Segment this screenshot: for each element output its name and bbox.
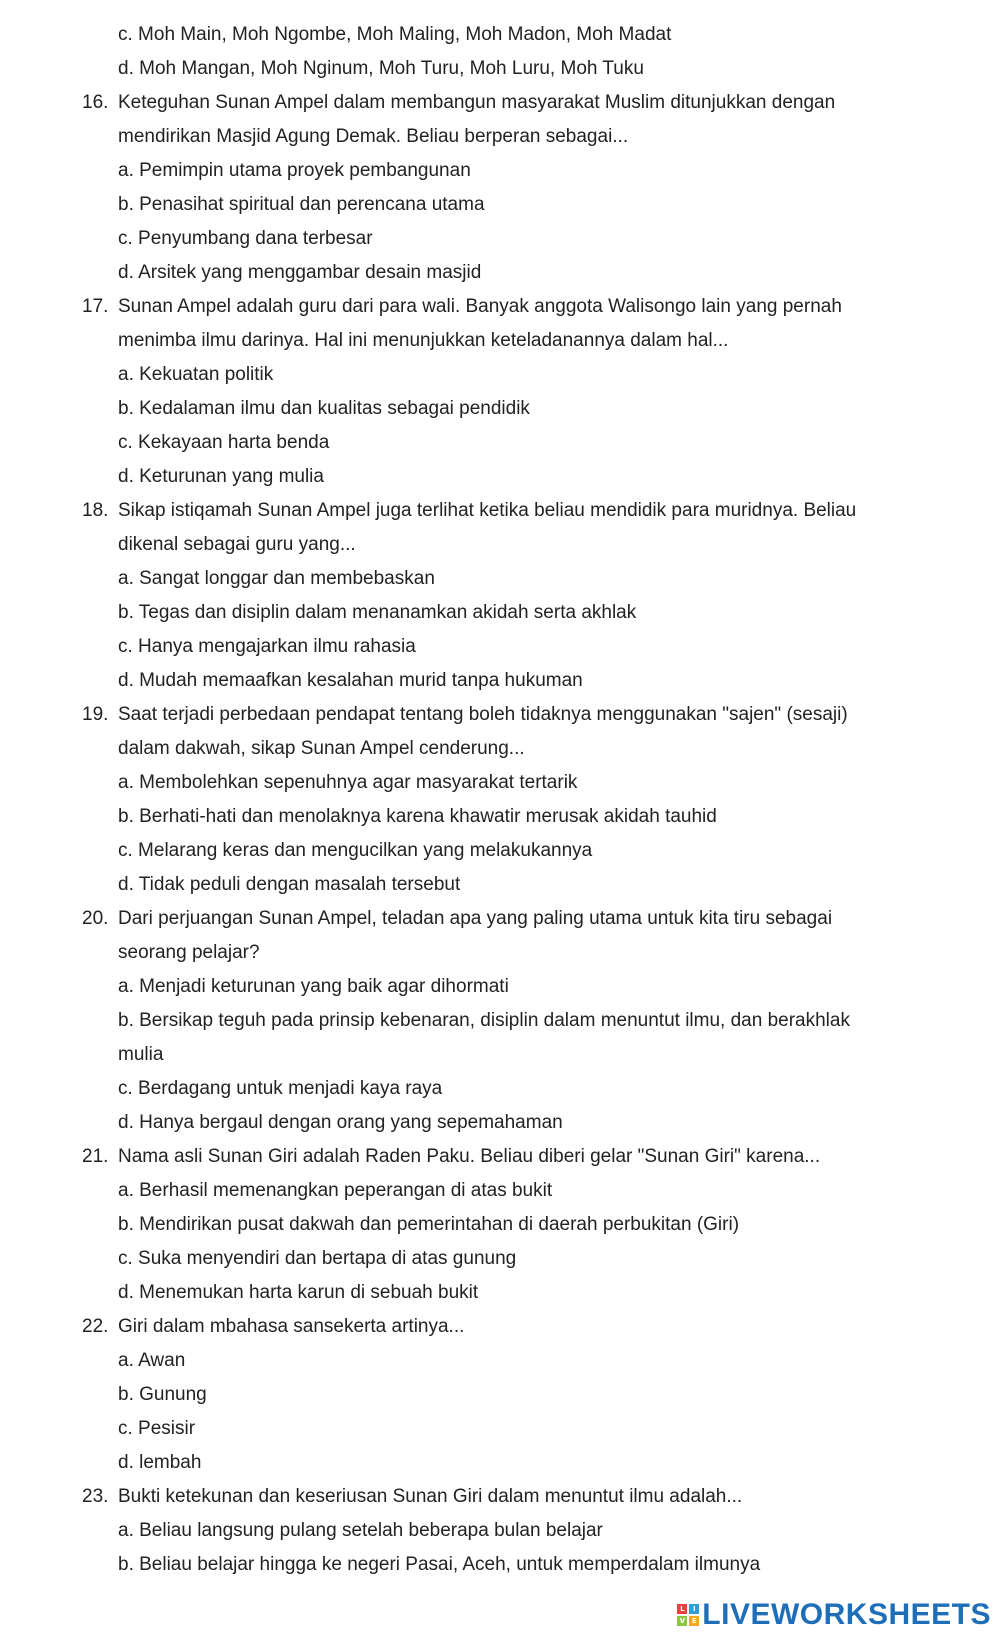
q18-option-a: a. Sangat longgar dan membebaskan (118, 568, 435, 589)
question-text: Sikap istiqamah Sunan Ampel juga terlihat ketika beliau mendidik para muridnya. Beliau (118, 500, 857, 521)
q22-option-b: b. Gunung (118, 1384, 207, 1405)
q16-option-a: a. Pemimpin utama proyek pembangunan (118, 160, 471, 181)
logo-grid-icon (677, 1604, 699, 1626)
question-19 (0, 698, 999, 732)
question-17 (0, 290, 999, 324)
question-number: 23. (82, 1486, 109, 1507)
logo-letter-i: I (689, 1604, 699, 1614)
question-text: Keteguhan Sunan Ampel dalam membangun masyarakat Muslim ditunjukkan dengan (118, 92, 836, 113)
question-text: Nama asli Sunan Giri adalah Raden Paku. Beliau diberi gelar "Sunan Giri" karena... (118, 1146, 821, 1167)
logo-letter-l: L (677, 1604, 687, 1614)
q23-option-b: b. Beliau belajar hingga ke negeri Pasai, Aceh, untuk memperdalam ilmunya (118, 1554, 761, 1575)
question-number: 17. (82, 296, 109, 317)
question-text-continued: menimba ilmu darinya. Hal ini menunjukkan keteladanannya dalam hal... (118, 330, 729, 351)
worksheet-page (0, 18, 999, 1582)
q20-option-d: d. Hanya bergaul dengan orang yang sepemahaman (118, 1112, 563, 1133)
question-number: 19. (82, 704, 109, 725)
question-number: 22. (82, 1316, 109, 1337)
q19-option-d: d. Tidak peduli dengan masalah tersebut (118, 874, 461, 895)
q15-option-d: d. Moh Mangan, Moh Nginum, Moh Turu, Moh Luru, Moh Tuku (118, 58, 644, 79)
q19-option-c: c. Melarang keras dan mengucilkan yang melakukannya (118, 840, 593, 861)
question-21 (0, 1140, 999, 1174)
q21-option-b: b. Mendirikan pusat dakwah dan pemerintahan di daerah perbukitan (Giri) (118, 1214, 740, 1235)
q15-option-c: c. Moh Main, Moh Ngombe, Moh Maling, Moh Madon, Moh Madat (118, 24, 672, 45)
question-text: Giri dalam mbahasa sansekerta artinya... (118, 1316, 465, 1337)
question-text: Dari perjuangan Sunan Ampel, teladan apa yang paling utama untuk kita tiru sebagai (118, 908, 833, 929)
q18-option-d: d. Mudah memaafkan kesalahan murid tanpa hukuman (118, 670, 583, 691)
q19-option-a: a. Membolehkan sepenuhnya agar masyarakat tertarik (118, 772, 578, 793)
q22-option-d: d. lembah (118, 1452, 202, 1473)
question-18 (0, 494, 999, 528)
question-number: 18. (82, 500, 109, 521)
q21-option-a: a. Berhasil memenangkan peperangan di atas bukit (118, 1180, 553, 1201)
logo-letter-v: V (677, 1616, 687, 1626)
q20-option-b: b. Bersikap teguh pada prinsip kebenaran, disiplin dalam menuntut ilmu, dan berakhlak (118, 1010, 850, 1031)
q20-option-c: c. Berdagang untuk menjadi kaya raya (118, 1078, 443, 1099)
question-number: 20. (82, 908, 109, 929)
liveworksheets-logo (677, 1598, 991, 1632)
q16-option-c: c. Penyumbang dana terbesar (118, 228, 373, 249)
question-text-continued: dalam dakwah, sikap Sunan Ampel cenderung... (118, 738, 525, 759)
question-number: 21. (82, 1146, 109, 1167)
question-number: 16. (82, 92, 109, 113)
q20-option-a: a. Menjadi keturunan yang baik agar dihormati (118, 976, 509, 997)
q16-option-b: b. Penasihat spiritual dan perencana utama (118, 194, 485, 215)
question-text: Saat terjadi perbedaan pendapat tentang boleh tidaknya menggunakan "sajen" (sesaji) (118, 704, 848, 725)
q23-option-a: a. Beliau langsung pulang setelah beberapa bulan belajar (118, 1520, 603, 1541)
question-22 (0, 1310, 999, 1344)
question-text-continued: seorang pelajar? (118, 942, 260, 963)
question-20 (0, 902, 999, 936)
q22-option-a: a. Awan (118, 1350, 186, 1371)
q17-option-c: c. Kekayaan harta benda (118, 432, 330, 453)
q17-option-a: a. Kekuatan politik (118, 364, 274, 385)
q16-option-d: d. Arsitek yang menggambar desain masjid (118, 262, 482, 283)
question-text-continued: dikenal sebagai guru yang... (118, 534, 356, 555)
question-16 (0, 86, 999, 120)
q17-option-d: d. Keturunan yang mulia (118, 466, 324, 487)
q21-option-d: d. Menemukan harta karun di sebuah bukit (118, 1282, 479, 1303)
question-text: Sunan Ampel adalah guru dari para wali. Banyak anggota Walisongo lain yang pernah (118, 296, 842, 317)
logo-text: LIVEWORKSHEETS (702, 1598, 991, 1631)
q21-option-c: c. Suka menyendiri dan bertapa di atas gunung (118, 1248, 517, 1269)
q19-option-b: b. Berhati-hati dan menolaknya karena khawatir merusak akidah tauhid (118, 806, 717, 827)
logo-letter-e: E (689, 1616, 699, 1626)
question-23 (0, 1480, 999, 1514)
question-text-continued: mendirikan Masjid Agung Demak. Beliau berperan sebagai... (118, 126, 629, 147)
q18-option-c: c. Hanya mengajarkan ilmu rahasia (118, 636, 416, 657)
question-text: Bukti ketekunan dan keseriusan Sunan Giri dalam menuntut ilmu adalah... (118, 1486, 743, 1507)
q22-option-c: c. Pesisir (118, 1418, 196, 1439)
q20-option-b-continued: mulia (118, 1044, 164, 1065)
q17-option-b: b. Kedalaman ilmu dan kualitas sebagai pendidik (118, 398, 530, 419)
q18-option-b: b. Tegas dan disiplin dalam menanamkan akidah serta akhlak (118, 602, 637, 623)
